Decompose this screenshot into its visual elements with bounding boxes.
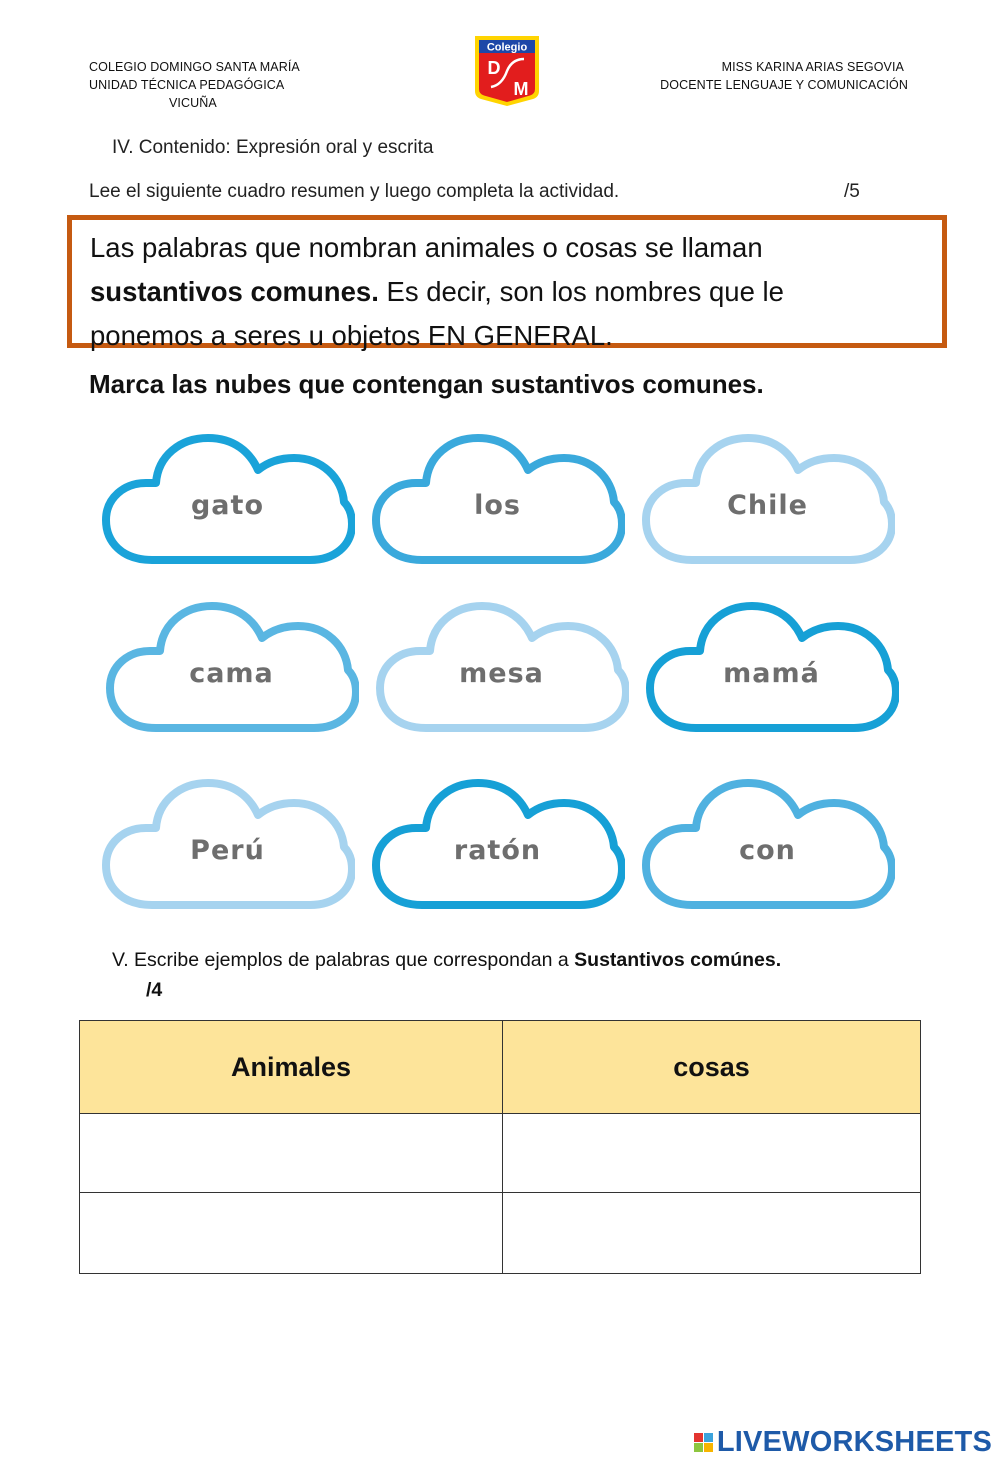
cloud-option[interactable] (640, 428, 895, 578)
teacher-role: DOCENTE LENGUAJE Y COMUNICACIÓN (660, 78, 908, 92)
cloud-word: Chile (727, 489, 808, 521)
logo-label: Colegio (486, 41, 528, 54)
section-v-score: /4 (146, 979, 163, 1001)
cloud-option[interactable] (100, 773, 355, 923)
examples-table (79, 1020, 921, 1274)
section-iv-instruction: Lee el siguiente cuadro resumen y luego completa la actividad. (89, 181, 620, 202)
table-row (80, 1193, 921, 1274)
cloud-word: ratón (453, 834, 542, 866)
cloud-option[interactable] (370, 773, 625, 923)
activity-title: Marca las nubes que contengan sustantivos comunes. (89, 369, 764, 399)
summary-line-2-rest: Es decir, son los nombres que le (378, 276, 784, 307)
cloud-option[interactable] (104, 596, 359, 746)
section-v-bold: Sustantivos comúnes. (574, 949, 782, 971)
cloud-option[interactable] (370, 428, 625, 578)
cloud-word: gato (190, 489, 264, 521)
cloud-option[interactable] (640, 773, 895, 923)
cloud-word: mesa (459, 657, 544, 689)
section-iv-score: /5 (844, 181, 860, 202)
answer-cell-animales-1[interactable] (80, 1114, 503, 1193)
cloud-word: cama (189, 657, 274, 689)
header-cosas: cosas (503, 1021, 921, 1114)
teacher-name: MISS KARINA ARIAS SEGOVIA (721, 60, 904, 74)
teacher-header (660, 58, 908, 94)
cloud-word: los (474, 489, 521, 521)
summary-line-2 (90, 270, 940, 314)
school-unit: UNIDAD TÉCNICA PEDAGÓGICA (89, 78, 285, 92)
logo-letter-d: D (487, 58, 501, 78)
table-row (80, 1114, 921, 1193)
cloud-word: Perú (190, 834, 265, 866)
liveworksheets-brand (694, 1426, 992, 1459)
section-v-instruction (112, 949, 781, 972)
header-animales: Animales (80, 1021, 503, 1114)
cloud-option[interactable] (100, 428, 355, 578)
section-iv-title: IV. Contenido: Expresión oral y escrita (112, 137, 434, 158)
answer-cell-animales-2[interactable] (80, 1193, 503, 1274)
liveworksheets-text: LIVEWORKSHEETS (716, 1426, 992, 1458)
cloud-word: mamá (723, 657, 820, 689)
summary-line-3: ponemos a seres u objetos EN GENERAL. (90, 320, 613, 351)
cloud-word: con (739, 834, 796, 866)
school-header (89, 58, 300, 112)
summary-line-1: Las palabras que nombran animales o cosas se llaman (90, 232, 763, 263)
summary-box (67, 215, 947, 351)
liveworksheets-logo-icon (694, 1433, 713, 1452)
section-v-prefix: V. Escribe ejemplos de palabras que correspondan a (112, 949, 575, 971)
school-logo (472, 33, 542, 107)
answer-cell-cosas-2[interactable] (503, 1193, 921, 1274)
cloud-option[interactable] (644, 596, 899, 746)
cloud-option[interactable] (374, 596, 629, 746)
table-header-row (80, 1021, 921, 1114)
summary-bold-term: sustantivos comunes. (90, 276, 379, 307)
summary-text (90, 226, 940, 358)
answer-cell-cosas-1[interactable] (503, 1114, 921, 1193)
school-city: VICUÑA (169, 96, 217, 110)
logo-letter-m: M (513, 79, 529, 99)
school-name: COLEGIO DOMINGO SANTA MARÍA (89, 60, 300, 74)
